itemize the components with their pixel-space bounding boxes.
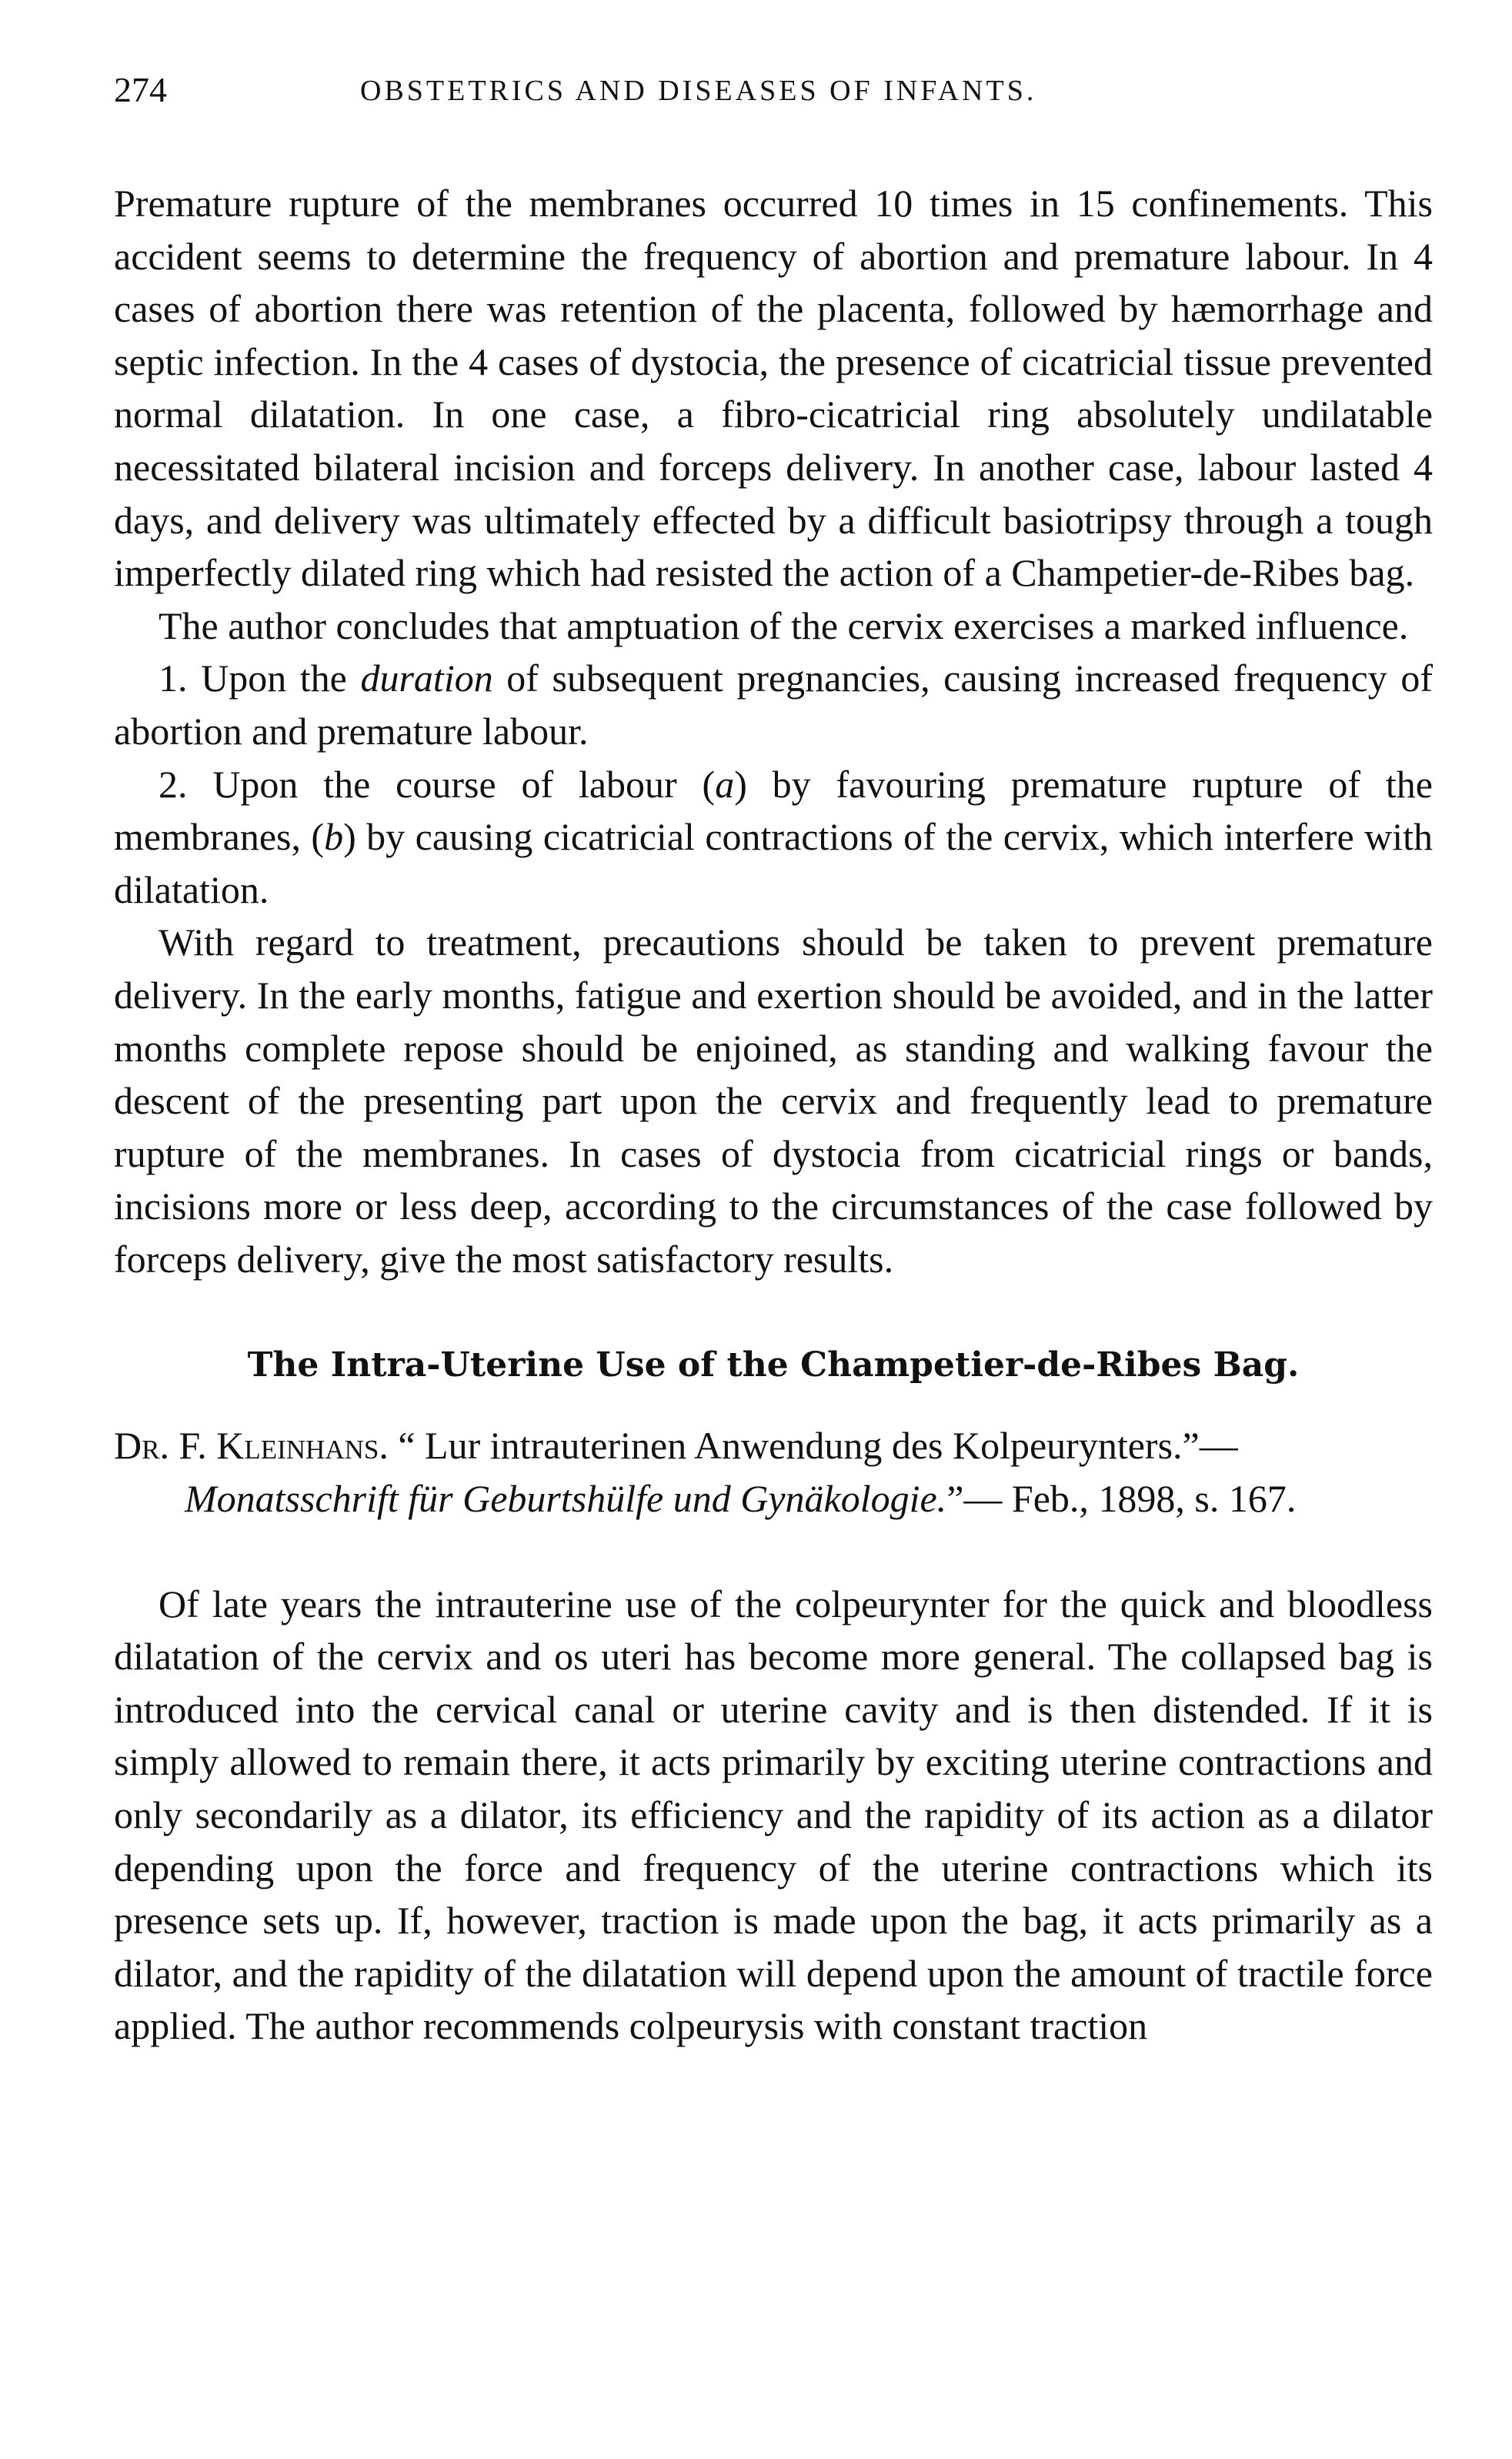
point-2-rest: ) by causing cicatricial contractions of the cervix, which interfere with dilatation.	[114, 815, 1433, 911]
point-1-rest: of subsequent pregnancies, causing increased frequency of abortion and premature labour.	[114, 657, 1433, 753]
page-number: 274	[114, 70, 167, 109]
section-heading: The Intra-Uterine Use of the Champetier-de-Ribes Bag.	[247, 1345, 1300, 1385]
point-2-letter-a: a	[715, 762, 735, 806]
citation-date: ”— Feb., 1898, s. 167.	[946, 1477, 1297, 1521]
paragraph-rupture-findings: Premature rupture of the membranes occurred 10 times in 15 confinements. This accident seems to determine the frequency of abortion and premature labour. In 4 cases of abortion there was retention of the placenta, followed by hæmorrhage and septic infection. In the 4 cases of dystocia, the presence of cicatricial tissue prevented normal dilatation. In one case, a fibro-cicatricial ring absolutely undilatable necessitated bilateral incision and forceps delivery. In another case, labour lasted 4 days, and delivery was ultimately effected by a difficult basiotripsy through a tough imperfectly dilated ring which had resisted the action of a Champetier-de-Ribes bag.	[114, 182, 1433, 595]
citation	[114, 1419, 1433, 1525]
point-2-middle: ) by favouring premature rupture of the membranes, (	[114, 762, 1433, 859]
point-1-emphasis: duration	[360, 657, 493, 700]
paragraph-author-concludes: The author concludes that amptuation of the cervix exercises a marked influence.	[159, 603, 1409, 647]
page	[114, 69, 1433, 2053]
paragraph-point-2	[114, 758, 1433, 917]
citation-title: “ Lur intrauterinen Anwendung des Kolpeurynters.”—	[388, 1424, 1238, 1468]
paragraph-treatment: With regard to treatment, precautions should be taken to prevent premature delivery. In the early months, fatigue and exertion should be avoided, and in the latter months complete repose should be enjoined, as standing and walking favour the descent of the presenting part upon the cervix and frequently lead to premature rupture of the membranes. In cases of dystocia from cicatricial rings or bands, incisions more or less deep, according to the circumstances of the case followed by forceps delivery, give the most satisfactory results.	[114, 920, 1433, 1281]
point-2-lead: 2. Upon the course of labour (	[159, 762, 716, 806]
citation-journal: Monatsschrift für Geburtshülfe und Gynäkologie.	[185, 1477, 947, 1521]
paragraph-point-1	[114, 652, 1433, 757]
point-2-letter-b: b	[324, 815, 344, 859]
running-title: OBSTETRICS AND DISEASES OF INFANTS.	[360, 75, 1037, 107]
citation-author: Dr. F. Kleinhans.	[114, 1424, 389, 1468]
running-head	[114, 69, 1433, 123]
paragraph-colpeurynter: Of late years the intrauterine use of the colpeurynter for the quick and bloodless dilatation of the cervix and os uteri has become more general. The collapsed bag is introduced into the cervical canal or uterine cavity and is then distended. If it is simply allowed to remain there, it acts primarily by exciting uterine contractions and only secondarily as a dilator, its efficiency and the rapidity of its action as a dilator depending upon the force and frequency of the uterine contractions which its presence sets up. If, however, traction is made upon the bag, it acts primarily as a dilator, and the rapidity of the dilatation will depend upon the amount of tractile force applied. The author recommends colpeurysis with constant traction	[114, 1582, 1433, 2048]
point-1-lead: 1. Upon the	[159, 657, 361, 700]
body-text	[114, 177, 1433, 2053]
